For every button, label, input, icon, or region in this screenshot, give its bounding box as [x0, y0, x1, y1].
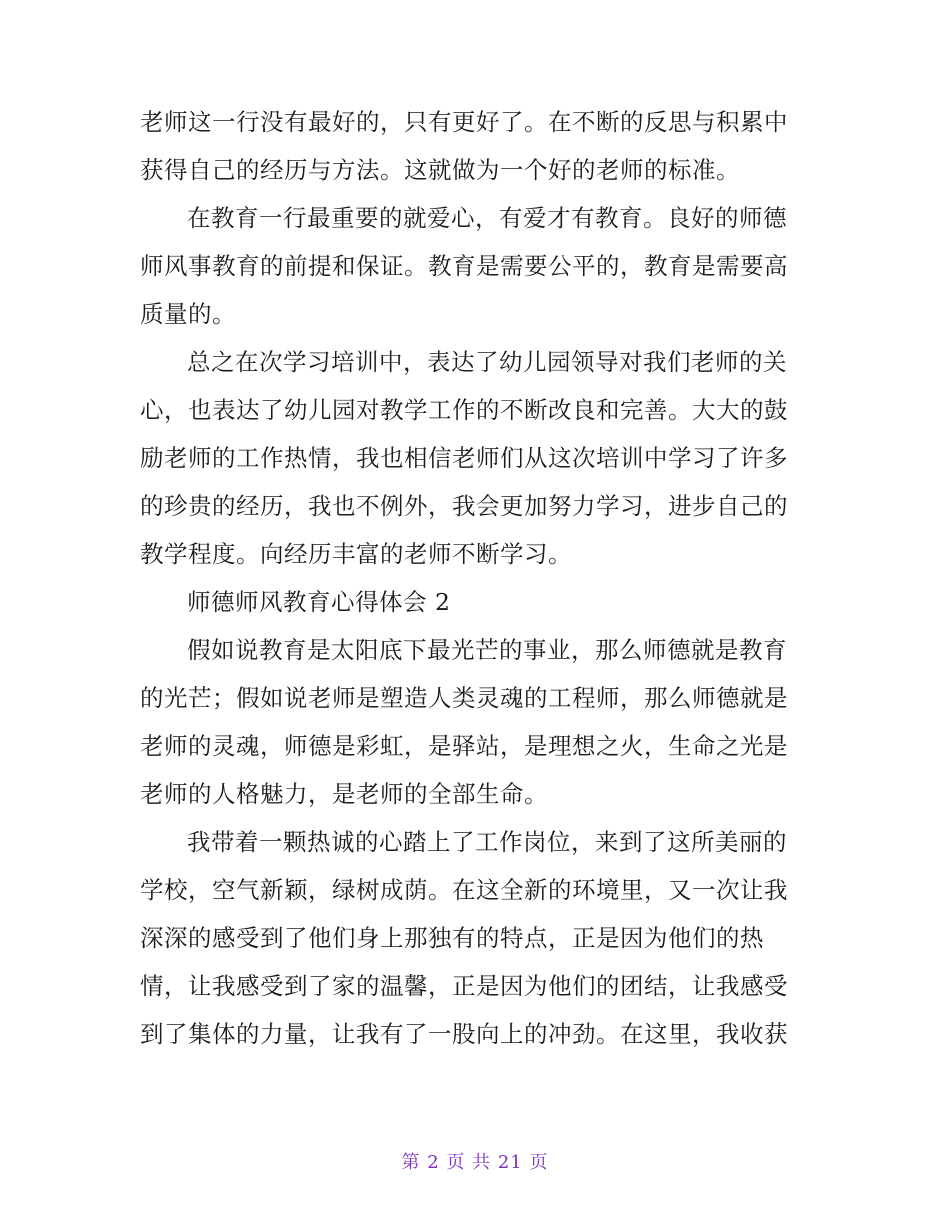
text-line: 教学程度。向经历丰富的老师不断学习。 — [140, 540, 572, 568]
page-number-footer: 第 2 页 共 21 页 — [401, 1152, 549, 1173]
text-line: 学校，空气新颖，绿树成荫。在这全新的环境里，又一次让我 — [140, 876, 788, 904]
text-line: 的光芒；假如说老师是塑造人类灵魂的工程师，那么师德就是 — [140, 684, 788, 712]
text-line: 我带着一颗热诚的心踏上了工作岗位，来到了这所美丽的 — [187, 828, 787, 856]
text-line: 获得自己的经历与方法。这就做为一个好的老师的标准。 — [140, 156, 740, 184]
text-line: 老师的灵魂，师德是彩虹，是驿站，是理想之火，生命之光是 — [140, 732, 788, 760]
section-heading: 师德师风教育心得体会 2 — [187, 588, 451, 616]
text-line: 励老师的工作热情，我也相信老师们从这次培训中学习了许多 — [140, 444, 788, 472]
text-line: 心，也表达了幼儿园对教学工作的不断改良和完善。大大的鼓 — [140, 396, 788, 424]
text-line: 师风事教育的前提和保证。教育是需要公平的，教育是需要高 — [140, 252, 788, 280]
text-line: 假如说教育是太阳底下最光芒的事业，那么师德就是教育 — [187, 636, 787, 664]
text-line: 情，让我感受到了家的温馨，正是因为他们的团结，让我感受 — [140, 972, 788, 1000]
text-line: 老师的人格魅力，是老师的全部生命。 — [140, 780, 548, 808]
text-line: 老师这一行没有最好的，只有更好了。在不断的反思与积累中 — [140, 108, 788, 136]
document-body — [140, 98, 810, 1058]
text-line: 到了集体的力量，让我有了一股向上的冲劲。在这里，我收获 — [140, 1020, 788, 1048]
text-line: 总之在次学习培训中，表达了幼儿园领导对我们老师的关 — [187, 348, 787, 376]
text-line: 的珍贵的经历，我也不例外，我会更加努力学习，进步自己的 — [140, 492, 788, 520]
text-line: 深深的感受到了他们身上那独有的特点，正是因为他们的热 — [140, 924, 764, 952]
text-line: 在教育一行最重要的就爱心，有爱才有教育。良好的师德 — [187, 204, 787, 232]
text-line: 质量的。 — [140, 300, 236, 328]
